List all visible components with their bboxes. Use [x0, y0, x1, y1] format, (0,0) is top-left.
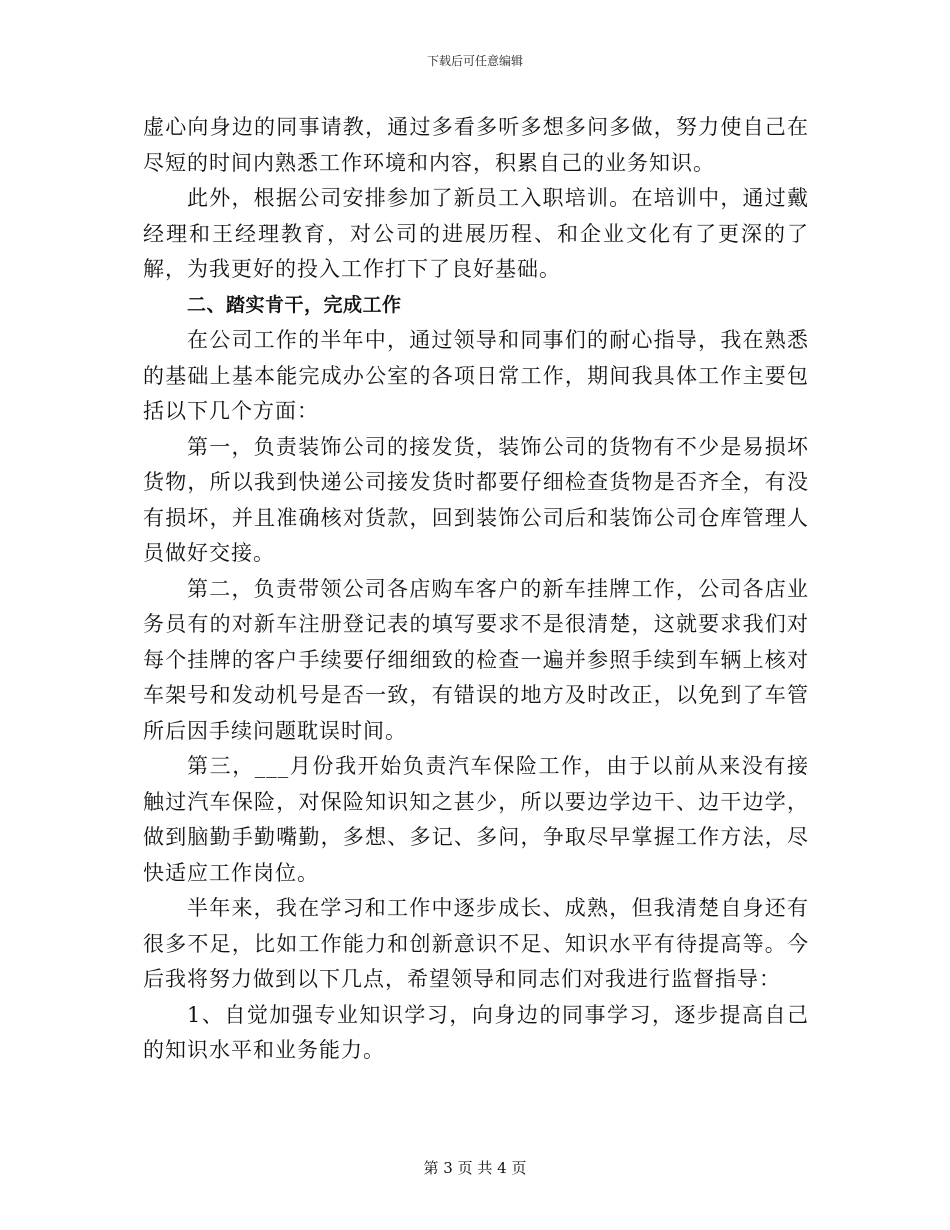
paragraph-second: 第二，负责带领公司各店购车客户的新车挂牌工作，公司各店业务员有的对新车注册登记表的填写要求不是很清楚，这就要求我们对每个挂牌的客户手续要仔细细致的检查一遍并参照手续到车辆上核对车架号和发动机号是否一致，有错误的地方及时改正，以免到了车管所后因手续问题耽误时间。 [143, 576, 809, 743]
document-body [143, 110, 809, 1069]
paragraph-third: 第三，___月份我开始负责汽车保险工作，由于以前从来没有接触过汽车保险，对保险知识知之甚少，所以要边学边干、边干边学，做到脑勤手勤嘴勤，多想、多记、多问，争取尽早掌握工作方法，尽快适应工作岗位。 [143, 754, 809, 885]
paragraph-intro: 在公司工作的半年中，通过领导和同事们的耐心指导，我在熟悉的基础上基本能完成办公室的各项日常工作，期间我具体工作主要包括以下几个方面： [143, 328, 809, 423]
paragraph-summary: 半年来，我在学习和工作中逐步成长、成熟，但我清楚自身还有很多不足，比如工作能力和创新意识不足、知识水平有待提高等。今后我将努力做到以下几点，希望领导和同志们对我进行监督指导： [143, 896, 809, 991]
paragraph-point-1: 1、自觉加强专业知识学习，向身边的同事学习，逐步提高自己的知识水平和业务能力。 [143, 1002, 809, 1062]
page-number: 第 3 页 共 4 页 [423, 1159, 527, 1177]
paragraph-continuation: 虚心向身边的同事请教，通过多看多听多想多问多做，努力使自己在尽短的时间内熟悉工作环境和内容，积累自己的业务知识。 [143, 115, 809, 175]
paragraph-first: 第一，负责装饰公司的接发货，装饰公司的货物有不少是易损坏货物，所以我到快递公司接发货时都要仔细检查货物是否齐全，有没有损坏，并且准确核对货款，回到装饰公司后和装饰公司仓库管理人员做好交接。 [143, 434, 809, 565]
section-heading: 二、踏实肯干，完成工作 [187, 293, 402, 316]
paragraph-training: 此外，根据公司安排参加了新员工入职培训。在培训中，通过戴经理和王经理教育，对公司的进展历程、和企业文化有了更深的了解，为我更好的投入工作打下了良好基础。 [143, 186, 809, 281]
page-header-note: 下载后可任意编辑 [426, 54, 523, 68]
